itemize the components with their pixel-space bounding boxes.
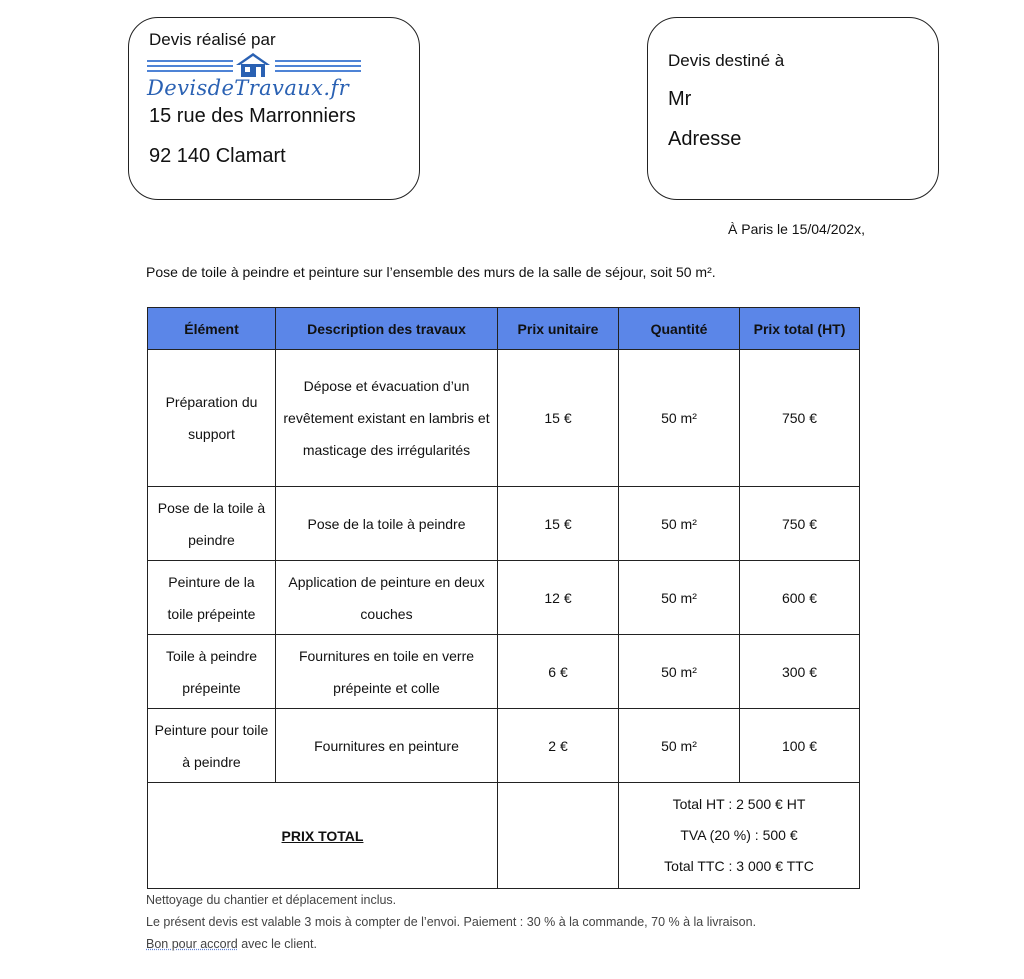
quote-table xyxy=(147,307,860,889)
unit-price-cell: 15 € xyxy=(498,487,619,561)
total-price-cell: 750 € xyxy=(740,350,860,487)
unit-price-cell: 15 € xyxy=(498,350,619,487)
element-cell: Préparation du support xyxy=(148,350,276,487)
unit-price-cell: 2 € xyxy=(498,709,619,783)
total-price-cell: 100 € xyxy=(740,709,860,783)
sender-box xyxy=(128,17,420,200)
table-row xyxy=(148,635,860,709)
recipient-heading: Devis destiné à xyxy=(668,51,785,70)
note-line2: Le présent devis est valable 3 mois à compter de l’envoi. Paiement : 30 % à la commande, 70 % à la livraison. xyxy=(146,915,757,929)
recipient-name: Mr xyxy=(668,88,692,110)
recipient-box xyxy=(647,17,939,200)
total-ttc: Total TTC : 3 000 € TTC xyxy=(664,858,814,874)
header-cell: Description des travaux xyxy=(276,308,498,350)
header-cell: Prix unitaire xyxy=(498,308,619,350)
header-cell: Quantité xyxy=(619,308,740,350)
total-price-cell: 750 € xyxy=(740,487,860,561)
total-price-cell: 300 € xyxy=(740,635,860,709)
total-label: PRIX TOTAL xyxy=(281,827,364,844)
intro-text: Pose de toile à peindre et peinture sur l’ensemble des murs de la salle de séjour, soit 50 m². xyxy=(146,264,716,280)
header-cell: Élément xyxy=(148,308,276,350)
unit-price-cell: 6 € xyxy=(498,635,619,709)
recipient-address: Adresse xyxy=(668,128,742,150)
table-header-row xyxy=(148,308,860,350)
table-row xyxy=(148,350,860,487)
notes xyxy=(146,889,756,955)
tva-amount: TVA (20 %) : 500 € xyxy=(680,827,798,843)
table-row xyxy=(148,561,860,635)
approval-suffix: avec le client. xyxy=(237,937,317,951)
sender-address-line1: 15 rue des Marronniers xyxy=(149,105,356,127)
element-cell: Pose de la toile à peindre xyxy=(148,487,276,561)
house-icon xyxy=(233,52,273,78)
approval-phrase: Bon pour accord xyxy=(146,937,238,951)
description-cell: Dépose et évacuation d’un revêtement existant en lambris et masticage des irrégularités xyxy=(276,350,498,487)
table-row xyxy=(148,487,860,561)
element-cell: Peinture de la toile prépeinte xyxy=(148,561,276,635)
description-cell: Pose de la toile à peindre xyxy=(276,487,498,561)
totals-cell xyxy=(619,783,860,889)
header-cell: Prix total (HT) xyxy=(740,308,860,350)
brand-name: DevisdeTravaux.fr xyxy=(147,76,350,100)
description-cell: Application de peinture en deux couches xyxy=(276,561,498,635)
date-line: À Paris le 15/04/202x, xyxy=(728,221,865,237)
quantity-cell: 50 m² xyxy=(619,709,740,783)
brand-logo xyxy=(147,52,362,102)
total-ht: Total HT : 2 500 € HT xyxy=(672,796,806,812)
empty-cell xyxy=(498,783,619,889)
unit-price-cell: 12 € xyxy=(498,561,619,635)
note-line3 xyxy=(146,933,756,955)
description-cell: Fournitures en toile en verre prépeinte et colle xyxy=(276,635,498,709)
quantity-cell: 50 m² xyxy=(619,635,740,709)
total-label-cell xyxy=(148,783,498,889)
note-line1: Nettoyage du chantier et déplacement inclus. xyxy=(146,893,397,907)
sender-heading: Devis réalisé par xyxy=(149,30,276,49)
description-cell: Fournitures en peinture xyxy=(276,709,498,783)
element-cell: Toile à peindre prépeinte xyxy=(148,635,276,709)
total-price-cell: 600 € xyxy=(740,561,860,635)
table-row xyxy=(148,709,860,783)
quantity-cell: 50 m² xyxy=(619,561,740,635)
sender-address-line2: 92 140 Clamart xyxy=(149,145,286,167)
quantity-cell: 50 m² xyxy=(619,350,740,487)
element-cell: Peinture pour toile à peindre xyxy=(148,709,276,783)
quantity-cell: 50 m² xyxy=(619,487,740,561)
total-row xyxy=(148,783,860,889)
